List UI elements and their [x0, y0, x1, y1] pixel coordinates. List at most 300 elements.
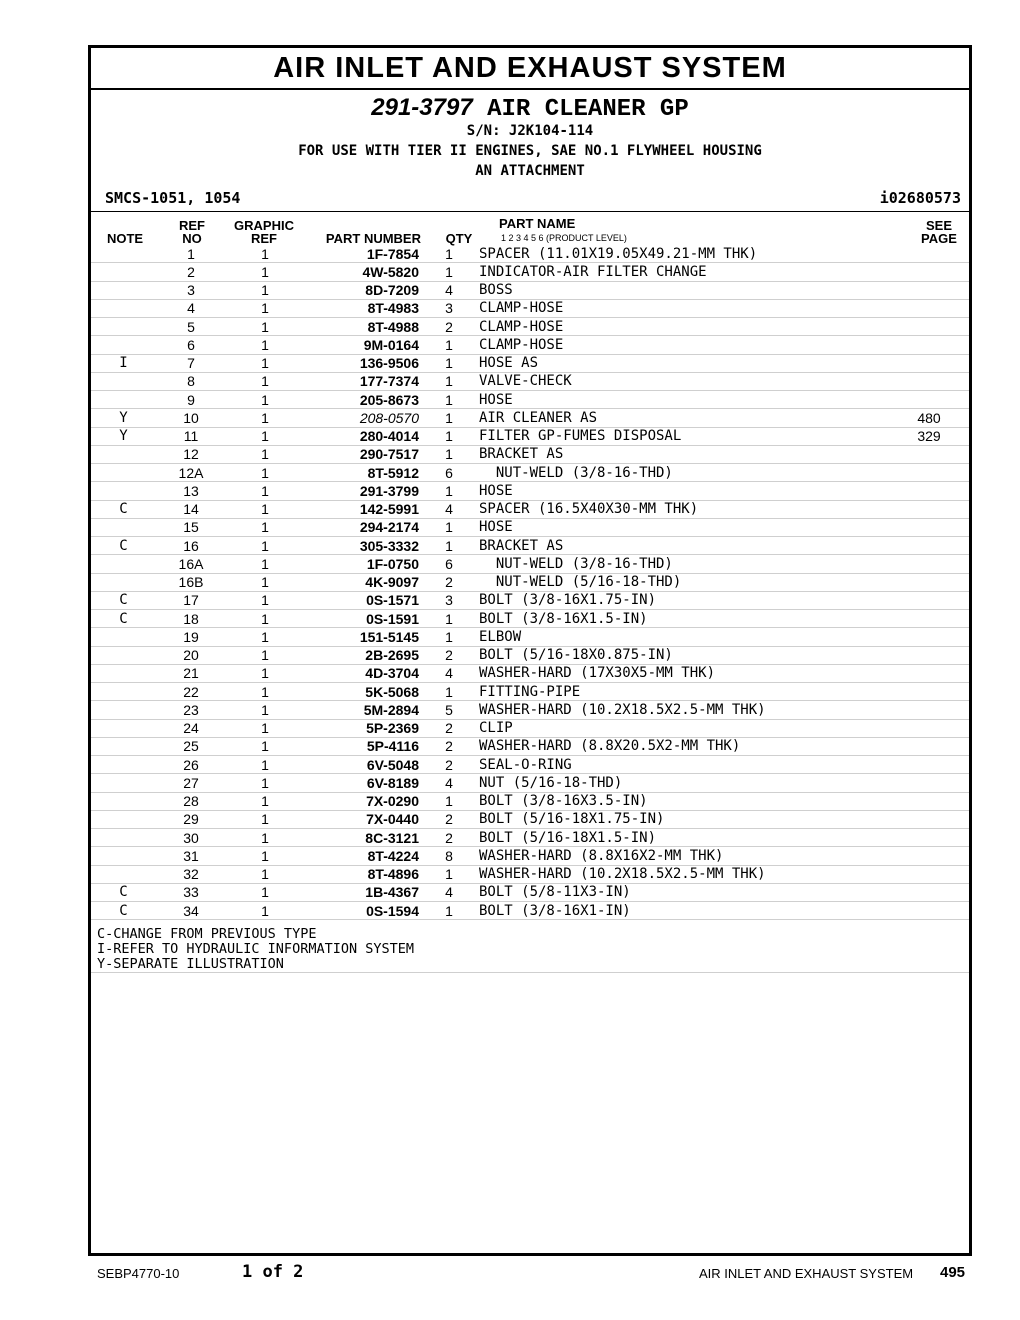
col-header-ref [171, 219, 213, 245]
cell-part-number: 177-7374 [304, 372, 419, 390]
cell-graphic-ref: 1 [226, 263, 304, 281]
header-rule [91, 211, 969, 212]
cell-note [91, 555, 156, 573]
cell-note [91, 245, 156, 263]
cell-qty: 3 [419, 299, 479, 317]
cell-ref-no: 29 [156, 810, 226, 828]
cell-part-name: CLAMP-HOSE [479, 318, 889, 336]
cell-part-number: 280-4014 [304, 427, 419, 445]
cell-part-number: 8D-7209 [304, 281, 419, 299]
cell-qty: 1 [419, 409, 479, 427]
cell-note: C [91, 610, 156, 628]
note-y: Y-SEPARATE ILLUSTRATION [97, 956, 284, 972]
cell-graphic-ref: 1 [226, 774, 304, 792]
cell-part-number: 142-5991 [304, 500, 419, 518]
cell-part-number: 7X-0290 [304, 792, 419, 810]
table-row [91, 829, 969, 847]
cell-qty: 1 [419, 610, 479, 628]
cell-qty: 4 [419, 774, 479, 792]
cell-qty: 1 [419, 865, 479, 883]
col-header-see-top: SEE [925, 218, 952, 233]
cell-graphic-ref: 1 [226, 591, 304, 609]
cell-note [91, 774, 156, 792]
cell-graphic-ref: 1 [226, 500, 304, 518]
group-name: AIR CLEANER GP [487, 96, 689, 123]
cell-ref-no: 21 [156, 664, 226, 682]
cell-part-number: 8T-4224 [304, 847, 419, 865]
cell-part-name: BRACKET AS [479, 537, 889, 555]
cell-see-page [889, 555, 969, 573]
cell-ref-no: 19 [156, 628, 226, 646]
cell-see-page [889, 318, 969, 336]
table-row [91, 683, 969, 701]
cell-graphic-ref: 1 [226, 646, 304, 664]
cell-ref-no: 32 [156, 865, 226, 883]
cell-graphic-ref: 1 [226, 610, 304, 628]
cell-see-page [889, 646, 969, 664]
cell-see-page [889, 883, 969, 901]
cell-graphic-ref: 1 [226, 391, 304, 409]
cell-part-number: 305-3332 [304, 537, 419, 555]
cell-part-name: HOSE [479, 482, 889, 500]
table-row [91, 354, 969, 372]
cell-note [91, 263, 156, 281]
cell-see-page [889, 610, 969, 628]
table-row [91, 537, 969, 555]
cell-qty: 1 [419, 482, 479, 500]
table-row [91, 299, 969, 317]
cell-see-page [889, 518, 969, 536]
cell-note [91, 445, 156, 463]
cell-ref-no: 16B [156, 573, 226, 591]
cell-note: Y [91, 427, 156, 445]
cell-graphic-ref: 1 [226, 281, 304, 299]
cell-part-number: 136-9506 [304, 354, 419, 372]
cell-ref-no: 26 [156, 756, 226, 774]
cell-part-name: BOLT (3/8-16X1.5-IN) [479, 610, 889, 628]
cell-graphic-ref: 1 [226, 829, 304, 847]
cell-ref-no: 33 [156, 883, 226, 901]
cell-see-page [889, 701, 969, 719]
cell-part-number: 4D-3704 [304, 664, 419, 682]
cell-ref-no: 34 [156, 902, 226, 920]
group-title [91, 94, 969, 123]
cell-note [91, 628, 156, 646]
cell-part-number: 8T-4896 [304, 865, 419, 883]
cell-part-name: WASHER-HARD (8.8X16X2-MM THK) [479, 847, 889, 865]
cell-ref-no: 5 [156, 318, 226, 336]
col-header-graphic-bottom: REF [251, 231, 277, 246]
col-header-see-bottom: PAGE [921, 231, 957, 246]
cell-part-number: 4W-5820 [304, 263, 419, 281]
cell-qty: 1 [419, 628, 479, 646]
table-row [91, 719, 969, 737]
table-row [91, 591, 969, 609]
cell-part-name: SEAL-O-RING [479, 756, 889, 774]
table-row [91, 628, 969, 646]
cell-ref-no: 11 [156, 427, 226, 445]
footer-doc-id: SEBP4770-10 [97, 1266, 180, 1281]
cell-qty: 1 [419, 263, 479, 281]
cell-part-number: 151-5145 [304, 628, 419, 646]
cell-see-page [889, 445, 969, 463]
cell-graphic-ref: 1 [226, 245, 304, 263]
cell-note: Y [91, 409, 156, 427]
cell-see-page [889, 792, 969, 810]
table-row [91, 245, 969, 263]
table-row [91, 573, 969, 591]
cell-see-page [889, 500, 969, 518]
cell-part-number: 294-2174 [304, 518, 419, 536]
table-row [91, 518, 969, 536]
cell-note [91, 391, 156, 409]
footer-page-of: 1 of 2 [242, 1262, 304, 1282]
cell-part-name: BOLT (3/8-16X1.75-IN) [479, 591, 889, 609]
cell-qty: 2 [419, 756, 479, 774]
cell-ref-no: 15 [156, 518, 226, 536]
attachment-type: AN ATTACHMENT [475, 163, 585, 179]
footer-page-number: 495 [940, 1264, 966, 1281]
cell-part-number: 1B-4367 [304, 883, 419, 901]
col-header-ref-top: REF [179, 218, 205, 233]
cell-see-page [889, 281, 969, 299]
cell-note [91, 299, 156, 317]
cell-part-name: HOSE AS [479, 354, 889, 372]
table-row [91, 610, 969, 628]
cell-see-page [889, 336, 969, 354]
table-row [91, 336, 969, 354]
smcs-codes: SMCS-1051, 1054 [105, 189, 241, 207]
cell-qty: 1 [419, 537, 479, 555]
cell-ref-no: 13 [156, 482, 226, 500]
table-row [91, 774, 969, 792]
cell-see-page [889, 482, 969, 500]
section-title: AIR INLET AND EXHAUST SYSTEM [91, 48, 969, 90]
cell-see-page [889, 847, 969, 865]
cell-note [91, 336, 156, 354]
notes-rule [91, 972, 969, 973]
cell-qty: 4 [419, 664, 479, 682]
table-row [91, 391, 969, 409]
cell-graphic-ref: 1 [226, 299, 304, 317]
cell-note [91, 847, 156, 865]
cell-see-page [889, 464, 969, 482]
cell-part-name: ELBOW [479, 628, 889, 646]
cell-part-name: BRACKET AS [479, 445, 889, 463]
cell-see-page: 329 [889, 427, 969, 445]
cell-ref-no: 17 [156, 591, 226, 609]
cell-ref-no: 30 [156, 829, 226, 847]
cell-qty: 8 [419, 847, 479, 865]
cell-graphic-ref: 1 [226, 573, 304, 591]
cell-part-number: 5K-5068 [304, 683, 419, 701]
table-row [91, 902, 969, 920]
cell-qty: 2 [419, 829, 479, 847]
cell-note [91, 756, 156, 774]
cell-see-page [889, 683, 969, 701]
table-row [91, 555, 969, 573]
cell-part-name: FILTER GP-FUMES DISPOSAL [479, 427, 889, 445]
cell-note [91, 829, 156, 847]
cell-part-number: 9M-0164 [304, 336, 419, 354]
cell-graphic-ref: 1 [226, 628, 304, 646]
cell-part-name: WASHER-HARD (10.2X18.5X2.5-MM THK) [479, 865, 889, 883]
cell-see-page [889, 664, 969, 682]
cell-see-page [889, 774, 969, 792]
table-row [91, 427, 969, 445]
cell-graphic-ref: 1 [226, 701, 304, 719]
cell-ref-no: 23 [156, 701, 226, 719]
cell-qty: 2 [419, 318, 479, 336]
cell-part-name: BOLT (5/16-18X0.875-IN) [479, 646, 889, 664]
cell-ref-no: 10 [156, 409, 226, 427]
cell-see-page [889, 591, 969, 609]
cell-ref-no: 6 [156, 336, 226, 354]
table-row [91, 318, 969, 336]
cell-note [91, 281, 156, 299]
cell-see-page [889, 537, 969, 555]
cell-part-name: BOLT (5/8-11X3-IN) [479, 883, 889, 901]
cell-graphic-ref: 1 [226, 354, 304, 372]
cell-qty: 1 [419, 245, 479, 263]
table-row [91, 445, 969, 463]
cell-qty: 2 [419, 810, 479, 828]
cell-ref-no: 16 [156, 537, 226, 555]
cell-qty: 6 [419, 555, 479, 573]
cell-part-number: 208-0570 [304, 409, 419, 427]
cell-ref-no: 20 [156, 646, 226, 664]
cell-note [91, 482, 156, 500]
illustration-id: i02680573 [879, 189, 961, 207]
cell-part-number: 205-8673 [304, 391, 419, 409]
cell-part-name: WASHER-HARD (17X30X5-MM THK) [479, 664, 889, 682]
cell-part-number: 5P-4116 [304, 737, 419, 755]
table-row [91, 482, 969, 500]
cell-qty: 2 [419, 737, 479, 755]
cell-note [91, 683, 156, 701]
cell-qty: 2 [419, 573, 479, 591]
table-row [91, 737, 969, 755]
cell-ref-no: 27 [156, 774, 226, 792]
cell-part-name: WASHER-HARD (8.8X20.5X2-MM THK) [479, 737, 889, 755]
cell-graphic-ref: 1 [226, 482, 304, 500]
table-row [91, 701, 969, 719]
cell-note [91, 719, 156, 737]
col-header-ref-bottom: NO [182, 231, 202, 246]
cell-graphic-ref: 1 [226, 847, 304, 865]
cell-part-number: 6V-5048 [304, 756, 419, 774]
cell-see-page [889, 391, 969, 409]
cell-part-number: 0S-1571 [304, 591, 419, 609]
cell-see-page [889, 829, 969, 847]
cell-part-name: NUT-WELD (5/16-18-THD) [479, 573, 889, 591]
cell-note: C [91, 883, 156, 901]
cell-part-name: SPACER (11.01X19.05X49.21-MM THK) [479, 245, 889, 263]
table-row [91, 646, 969, 664]
cell-part-name: SPACER (16.5X40X30-MM THK) [479, 500, 889, 518]
cell-part-number: 290-7517 [304, 445, 419, 463]
cell-part-number: 8T-4983 [304, 299, 419, 317]
cell-ref-no: 2 [156, 263, 226, 281]
note-i: I-REFER TO HYDRAULIC INFORMATION SYSTEM [97, 941, 414, 957]
cell-ref-no: 8 [156, 372, 226, 390]
cell-graphic-ref: 1 [226, 464, 304, 482]
cell-ref-no: 24 [156, 719, 226, 737]
cell-part-name: CLAMP-HOSE [479, 336, 889, 354]
cell-see-page [889, 756, 969, 774]
cell-graphic-ref: 1 [226, 318, 304, 336]
cell-note [91, 518, 156, 536]
cell-ref-no: 12 [156, 445, 226, 463]
col-header-graphic-top: GRAPHIC [234, 218, 294, 233]
cell-graphic-ref: 1 [226, 756, 304, 774]
cell-part-name: BOSS [479, 281, 889, 299]
cell-note: C [91, 500, 156, 518]
cell-qty: 1 [419, 427, 479, 445]
table-row [91, 281, 969, 299]
cell-see-page [889, 810, 969, 828]
cell-note [91, 372, 156, 390]
cell-graphic-ref: 1 [226, 409, 304, 427]
cell-see-page [889, 245, 969, 263]
cell-see-page [889, 354, 969, 372]
table-row [91, 263, 969, 281]
cell-graphic-ref: 1 [226, 372, 304, 390]
cell-note [91, 865, 156, 883]
table-row [91, 865, 969, 883]
cell-note [91, 573, 156, 591]
cell-ref-no: 1 [156, 245, 226, 263]
cell-qty: 1 [419, 518, 479, 536]
cell-note [91, 701, 156, 719]
cell-part-number: 1F-7854 [304, 245, 419, 263]
cell-graphic-ref: 1 [226, 445, 304, 463]
cell-part-number: 8T-5912 [304, 464, 419, 482]
cell-see-page [889, 263, 969, 281]
col-header-part-number: PART NUMBER [325, 231, 421, 246]
col-header-note: NOTE [106, 231, 144, 246]
table-row [91, 464, 969, 482]
cell-note [91, 664, 156, 682]
cell-qty: 2 [419, 646, 479, 664]
cell-part-number: 7X-0440 [304, 810, 419, 828]
cell-qty: 1 [419, 902, 479, 920]
cell-see-page [889, 628, 969, 646]
cell-note: C [91, 902, 156, 920]
cell-note [91, 646, 156, 664]
cell-part-name: FITTING-PIPE [479, 683, 889, 701]
col-header-graphic-ref [229, 219, 299, 245]
cell-qty: 1 [419, 683, 479, 701]
cell-qty: 1 [419, 391, 479, 409]
cell-see-page [889, 299, 969, 317]
cell-qty: 1 [419, 354, 479, 372]
cell-see-page [889, 573, 969, 591]
cell-ref-no: 9 [156, 391, 226, 409]
cell-qty: 4 [419, 883, 479, 901]
cell-note [91, 464, 156, 482]
table-row [91, 756, 969, 774]
cell-ref-no: 31 [156, 847, 226, 865]
cell-qty: 6 [419, 464, 479, 482]
cell-graphic-ref: 1 [226, 336, 304, 354]
cell-ref-no: 4 [156, 299, 226, 317]
cell-part-number: 6V-8189 [304, 774, 419, 792]
cell-qty: 5 [419, 701, 479, 719]
cell-part-name: BOLT (5/16-18X1.75-IN) [479, 810, 889, 828]
table-row [91, 792, 969, 810]
table-row [91, 372, 969, 390]
cell-part-number: 4K-9097 [304, 573, 419, 591]
cell-part-name: VALVE-CHECK [479, 372, 889, 390]
cell-ref-no: 12A [156, 464, 226, 482]
cell-see-page [889, 737, 969, 755]
cell-qty: 1 [419, 372, 479, 390]
cell-part-name: BOLT (5/16-18X1.5-IN) [479, 829, 889, 847]
cell-see-page [889, 902, 969, 920]
cell-ref-no: 7 [156, 354, 226, 372]
cell-qty: 3 [419, 591, 479, 609]
cell-note: C [91, 591, 156, 609]
cell-ref-no: 22 [156, 683, 226, 701]
cell-see-page [889, 719, 969, 737]
cell-graphic-ref: 1 [226, 865, 304, 883]
cell-note [91, 318, 156, 336]
cell-graphic-ref: 1 [226, 427, 304, 445]
col-header-see-page [911, 219, 967, 245]
cell-part-number: 5M-2894 [304, 701, 419, 719]
cell-part-name: BOLT (3/8-16X1-IN) [479, 902, 889, 920]
cell-part-name: CLAMP-HOSE [479, 299, 889, 317]
cell-graphic-ref: 1 [226, 683, 304, 701]
cell-qty: 4 [419, 281, 479, 299]
cell-graphic-ref: 1 [226, 719, 304, 737]
page-frame [88, 45, 972, 1256]
cell-graphic-ref: 1 [226, 737, 304, 755]
cell-qty: 1 [419, 445, 479, 463]
cell-qty: 4 [419, 500, 479, 518]
table-row [91, 810, 969, 828]
cell-part-number: 5P-2369 [304, 719, 419, 737]
cell-part-name: HOSE [479, 518, 889, 536]
note-c: C-CHANGE FROM PREVIOUS TYPE [97, 926, 317, 942]
notes-legend [97, 927, 414, 972]
table-row [91, 500, 969, 518]
cell-ref-no: 18 [156, 610, 226, 628]
cell-graphic-ref: 1 [226, 883, 304, 901]
cell-note [91, 810, 156, 828]
cell-qty: 2 [419, 719, 479, 737]
cell-graphic-ref: 1 [226, 792, 304, 810]
cell-part-name: INDICATOR-AIR FILTER CHANGE [479, 263, 889, 281]
cell-ref-no: 28 [156, 792, 226, 810]
cell-ref-no: 14 [156, 500, 226, 518]
cell-note: I [91, 354, 156, 372]
parts-table-body [91, 245, 969, 920]
cell-part-name: NUT (5/16-18-THD) [479, 774, 889, 792]
cell-part-name: WASHER-HARD (10.2X18.5X2.5-MM THK) [479, 701, 889, 719]
table-row [91, 847, 969, 865]
table-row [91, 664, 969, 682]
table-row [91, 409, 969, 427]
cell-part-name: AIR CLEANER AS [479, 409, 889, 427]
cell-note: C [91, 537, 156, 555]
cell-part-name: CLIP [479, 719, 889, 737]
table-row [91, 883, 969, 901]
cell-ref-no: 3 [156, 281, 226, 299]
serial-number: S/N: J2K104-114 [466, 123, 594, 139]
cell-graphic-ref: 1 [226, 518, 304, 536]
